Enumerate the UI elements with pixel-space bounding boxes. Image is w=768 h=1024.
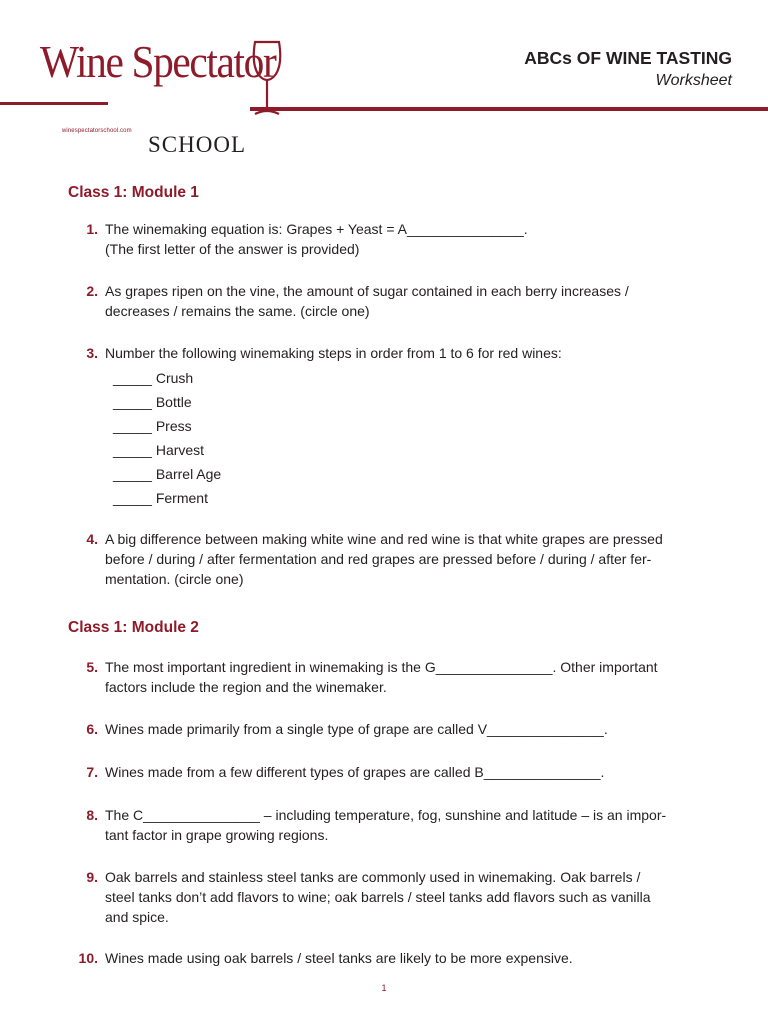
question-number: 4.: [86, 531, 98, 547]
question-text: and spice.: [105, 909, 169, 925]
question-text: Wines made primarily from a single type of grape are called V_______________.: [105, 721, 608, 737]
question-10: [68, 948, 708, 968]
question-number: 3.: [86, 345, 98, 361]
question-7: [68, 762, 708, 782]
step-blank: _____: [113, 370, 152, 386]
section-title-module-1: Class 1: Module 1: [68, 184, 199, 201]
question-text: tant factor in grape growing regions.: [105, 827, 329, 843]
logo-url: winespectatorschool.com: [62, 128, 132, 134]
question-9: [68, 867, 708, 927]
list-item: [113, 486, 221, 510]
question-6: [68, 719, 708, 739]
question-3: [68, 343, 708, 363]
question-text: mentation. (circle one): [105, 571, 244, 587]
step-label: Barrel Age: [155, 466, 222, 482]
step-label: Bottle: [155, 394, 192, 410]
step-blank: _____: [113, 418, 152, 434]
question-text: Wines made using oak barrels / steel tanks are likely to be more expensive.: [105, 950, 573, 966]
page-number: 1: [381, 983, 387, 993]
step-blank: _____: [113, 394, 152, 410]
question-1: [68, 219, 708, 259]
winemaking-steps-list: [113, 366, 221, 510]
logo-title: Wine Spectator: [40, 37, 276, 87]
question-text: A big difference between making white wine and red wine is that white grapes are pressed: [105, 531, 663, 547]
question-number: 8.: [86, 807, 98, 823]
question-text: before / during / after fermentation and red grapes are pressed before / during / after fer-: [105, 551, 652, 567]
question-8: [68, 805, 708, 845]
logo-school: SCHOOL: [148, 132, 247, 157]
question-number: 5.: [86, 659, 98, 675]
question-text: Oak barrels and stainless steel tanks are commonly used in winemaking. Oak barrels /: [105, 869, 641, 885]
question-text: decreases / remains the same. (circle one): [105, 303, 370, 319]
header-rule-right: [250, 107, 768, 111]
step-blank: _____: [113, 442, 152, 458]
question-5: [68, 657, 708, 697]
question-number: 9.: [86, 869, 98, 885]
list-item: [113, 414, 221, 438]
question-number: 1.: [86, 221, 98, 237]
step-label: Press: [155, 418, 192, 434]
header-rule-left: [0, 102, 108, 105]
step-label: Harvest: [155, 442, 205, 458]
question-text: steel tanks don’t add flavors to wine; oak barrels / steel tanks add flavors such as vanilla: [105, 889, 651, 905]
question-number: 10.: [78, 950, 98, 966]
question-text: The winemaking equation is: Grapes + Yeast = A_______________.: [105, 221, 528, 237]
question-2: [68, 281, 708, 321]
question-4: [68, 529, 708, 589]
question-text: factors include the region and the winemaker.: [105, 679, 387, 695]
list-item: [113, 438, 221, 462]
section-title-module-2: Class 1: Module 2: [68, 619, 199, 636]
document-title: ABCs OF WINE TASTING: [524, 48, 732, 68]
list-item: [113, 390, 221, 414]
question-number: 6.: [86, 721, 98, 737]
list-item: [113, 462, 221, 486]
step-blank: _____: [113, 466, 152, 482]
step-label: Crush: [155, 370, 194, 386]
question-text: As grapes ripen on the vine, the amount of sugar contained in each berry increases /: [105, 283, 629, 299]
question-text: Wines made from a few different types of grapes are called B_______________.: [105, 764, 605, 780]
step-blank: _____: [113, 490, 152, 506]
question-text: Number the following winemaking steps in order from 1 to 6 for red wines:: [105, 345, 562, 361]
question-text: (The first letter of the answer is provided): [105, 241, 360, 257]
question-number: 2.: [86, 283, 98, 299]
question-text: The C_______________ – including temperature, fog, sunshine and latitude – is an impor-: [105, 807, 667, 823]
list-item: [113, 366, 221, 390]
step-label: Ferment: [155, 490, 208, 506]
document-subtitle: Worksheet: [655, 72, 732, 89]
question-text: The most important ingredient in winemaking is the G_______________. Other important: [105, 659, 658, 675]
wine-glass-icon: [250, 40, 284, 124]
question-number: 7.: [86, 764, 98, 780]
